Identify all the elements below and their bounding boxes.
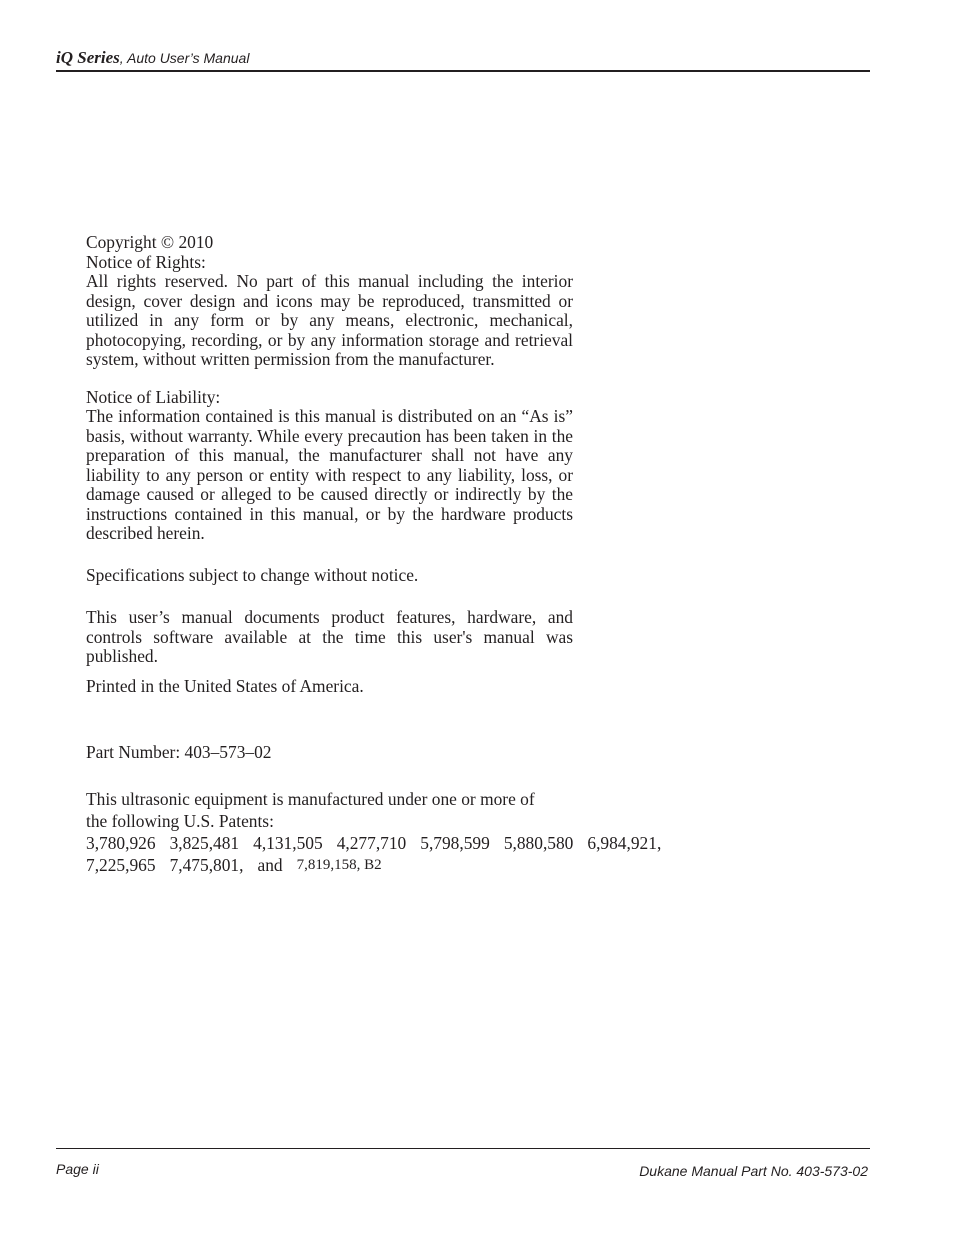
patent-number: 5,798,599 xyxy=(420,832,490,853)
header-brand: iQ Series xyxy=(56,48,120,67)
page-footer xyxy=(56,1148,870,1179)
patent-number: 3,825,481 xyxy=(169,832,240,853)
header-subtitle: , Auto User’s Manual xyxy=(119,50,250,66)
liability-text: The information contained is this manual is distributed on an “As is” basis, without warranty. While every precaution has been taken in the preparation of this manual, the manufacturer shall not have any liability to any person or entity with respect to any liability, loss, or damage caused or alleged to be caused directly or indirectly by the instructions contained in this manual, or by the hardware products described herein. xyxy=(86,406,573,543)
patent-number: 4,131,505 xyxy=(253,832,323,853)
patents-section xyxy=(86,788,706,876)
manual-part-number: Dukane Manual Part No. 403-573-02 xyxy=(639,1163,868,1179)
patents-intro-line-2: the following U.S. Patents: xyxy=(86,810,274,831)
patents-intro-line-1: This ultrasonic equipment is manufactured under one or more of xyxy=(86,788,535,809)
copyright-line: Copyright © 2010 xyxy=(86,232,214,252)
rights-title: Notice of Rights: xyxy=(86,251,206,272)
header-title xyxy=(56,48,249,68)
liability-title: Notice of Liability: xyxy=(86,386,221,407)
patent-conjunction: and xyxy=(257,854,283,875)
patent-number: 6,984,921, xyxy=(587,832,662,853)
patent-number: 3,780,926 xyxy=(86,832,156,853)
printed-note: Printed in the United States of America. xyxy=(86,675,364,696)
rights-text: All rights reserved. No part of this manual including the interior design, cover design and icons may be reproduced, transmitted or utilized in any form or by any means, electronic, mechanical, photocopying, recording, or by any information storage and retrieval system, without written permission from the manufacturer. xyxy=(86,271,573,369)
patent-number: 7,819,158, B2 xyxy=(296,856,382,873)
specifications-note: Specifications subject to change without notice. xyxy=(86,564,419,585)
part-number: Part Number: 403–573–02 xyxy=(86,742,272,762)
page-number: Page ii xyxy=(56,1161,99,1177)
patent-number: 5,880,580 xyxy=(503,832,574,853)
patents-row-2 xyxy=(86,854,706,876)
documents-note: This user’s manual documents product features, hardware, and controls software available at the time this user's manual was published. xyxy=(86,607,573,666)
patent-number: 7,225,965 xyxy=(86,854,156,875)
patents-row-1 xyxy=(86,832,706,854)
legal-notice xyxy=(86,232,662,876)
patent-number: 4,277,710 xyxy=(336,832,407,853)
page-header xyxy=(56,46,870,72)
patent-number: 7,475,801, xyxy=(169,854,244,875)
